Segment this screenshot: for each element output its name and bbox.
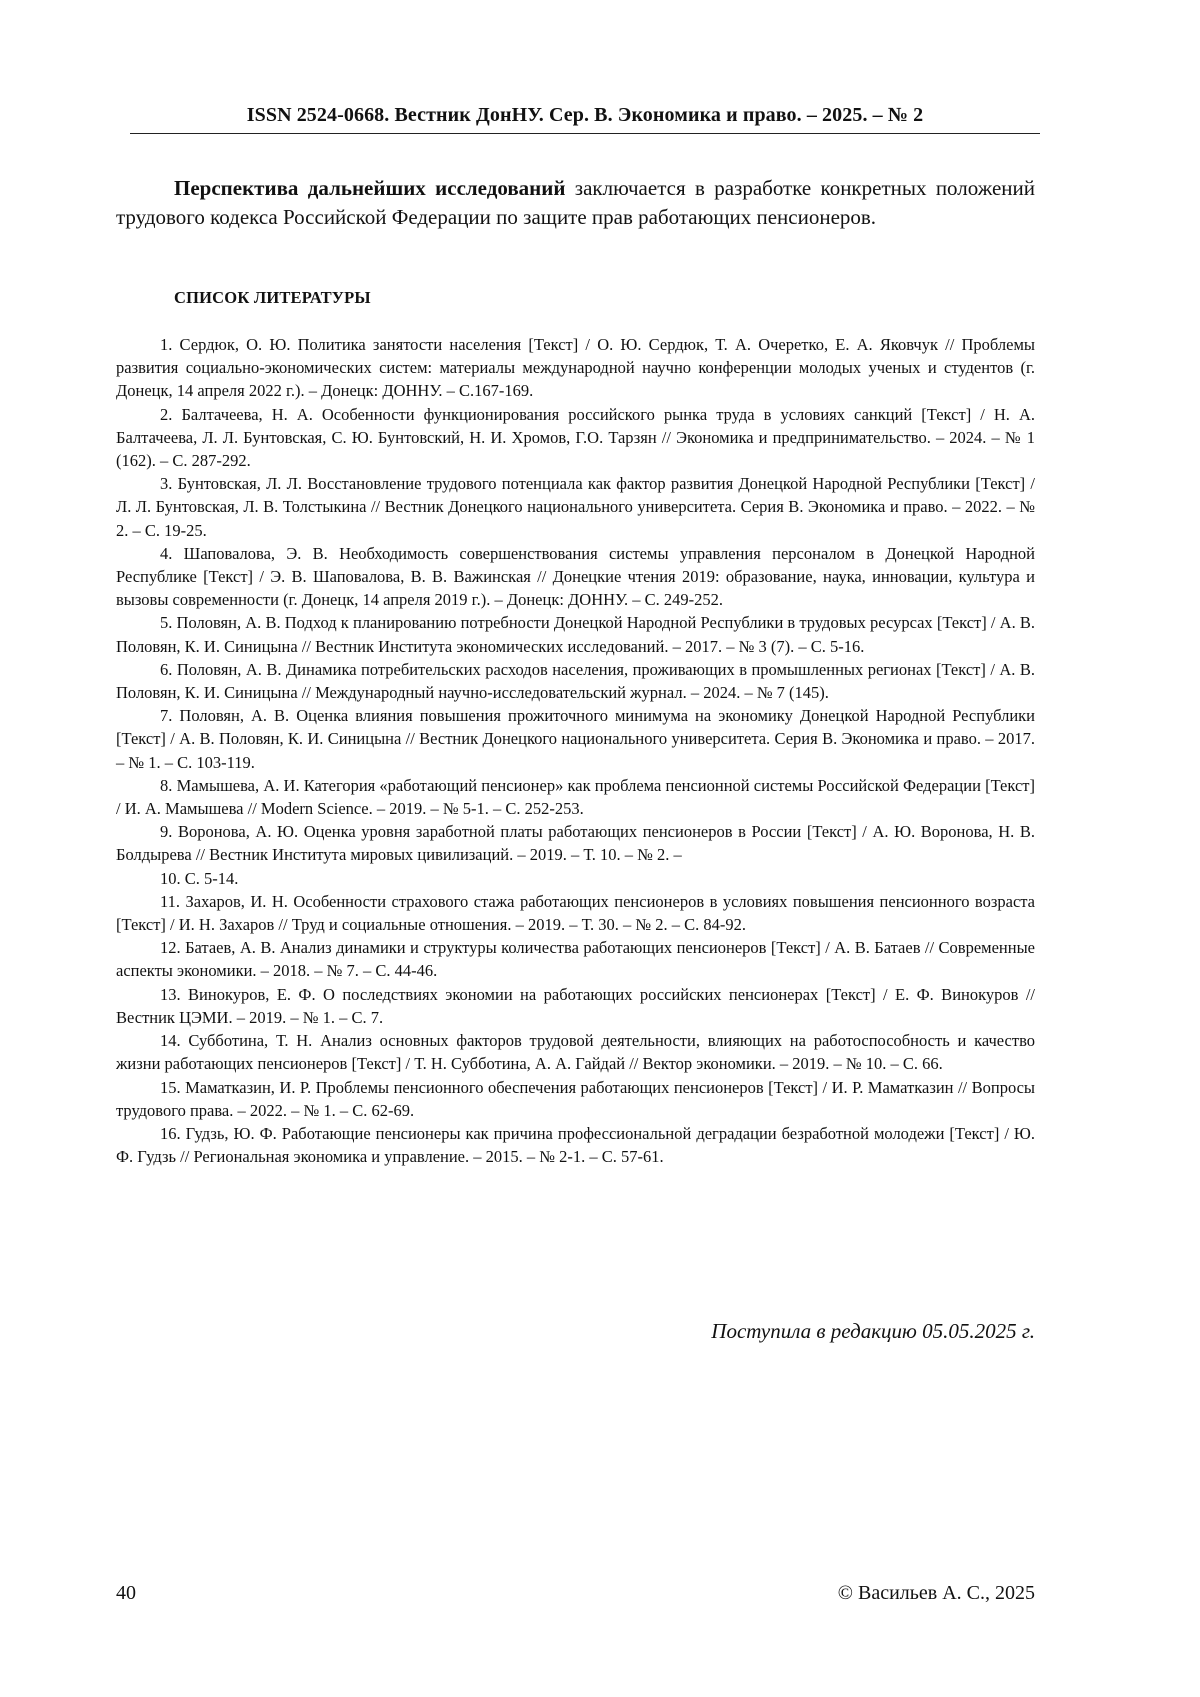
reference-number: 4. bbox=[160, 543, 173, 563]
header-rule bbox=[130, 133, 1040, 134]
reference-item bbox=[116, 704, 1035, 774]
reference-number: 2. bbox=[160, 404, 173, 424]
reference-number: 14. bbox=[160, 1031, 181, 1051]
reference-text: Воронова, А. Ю. Оценка уровня заработной платы работающих пенсионеров в России [Текст] / А. Ю. Воронова, Н. В. Болдырева // Вестник Института мировых цивилизаций. – 2019. – Т. 10. – № 2. – bbox=[116, 822, 1036, 865]
reference-item bbox=[116, 936, 1035, 982]
reference-number: 8. bbox=[160, 775, 173, 795]
reference-number: 3. bbox=[160, 474, 173, 494]
copyright-notice: © Васильев А. С., 2025 bbox=[837, 1582, 1035, 1604]
reference-text: Маматказин, И. Р. Проблемы пенсионного обеспечения работающих пенсионеров [Текст] / И. Р. Маматказин // Вопросы трудового права. – 2022. – № 1. – С. 62-69. bbox=[116, 1077, 1036, 1120]
reference-text: Батаев, А. В. Анализ динамики и структуры количества работающих пенсионеров [Текст] / А. В. Батаев // Современные аспекты экономики. – 2018. – № 7. – С. 44-46. bbox=[116, 938, 1035, 981]
reference-number: 9. bbox=[160, 822, 173, 842]
reference-item bbox=[116, 820, 1035, 866]
reference-text: Винокуров, Е. Ф. О последствиях экономии на работающих российских пенсионерах [Текст] / Е. Ф. Винокуров // Вестник ЦЭМИ. – 2019. – № 1. – С. 7. bbox=[116, 984, 1035, 1027]
reference-item bbox=[116, 611, 1035, 657]
reference-number: 12. bbox=[160, 938, 181, 958]
reference-item bbox=[116, 983, 1035, 1029]
reference-number: 10. bbox=[160, 868, 181, 888]
reference-number: 16. bbox=[160, 1123, 181, 1143]
received-note: Поступила в редакцию 05.05.2025 г. bbox=[711, 1319, 1035, 1343]
reference-text: Сердюк, О. Ю. Политика занятости населения [Текст] / О. Ю. Сердюк, Т. А. Очеретко, Е. А. Яковчук // Проблемы развития социально-экономических систем: материалы международной научно конференции молодых ученых и студентов (г. Донецк, 14 апреля 2022 г.). – Донецк: ДОННУ. – С.167-169. bbox=[116, 335, 1035, 401]
reference-number: 11. bbox=[160, 891, 181, 911]
running-header: ISSN 2524-0668. Вестник ДонНУ. Сер. В. Экономика и право. – 2025. – № 2 bbox=[246, 104, 924, 126]
reference-text: Половян, А. В. Динамика потребительских расходов населения, проживающих в промышленных регионах [Текст] / А. В. Половян, К. И. Синицына // Международный научно-исследовательский журнал. – 2024. – № 7 (145). bbox=[116, 659, 1036, 703]
reference-number: 13. bbox=[160, 984, 181, 1004]
reference-text: Шаповалова, Э. В. Необходимость совершенствования системы управления персоналом в Донецкой Народной Республике [Текст] / Э. В. Шаповалова, В. В. Важинская // Донецкие чтения 2019: образование, наука, инновации, культура и вызовы современности (г. Донецк, 14 апреля 2019 г.). – Донецк: ДОННУ. – С. 249-252. bbox=[116, 543, 1035, 610]
reference-text: Балтачеева, Н. А. Особенности функционирования российского рынка труда в условиях санкций [Текст] / Н. А. Балтачеева, Л. Л. Бунтовская, С. Ю. Бунтовский, Н. И. Хромов, Г.О. Тарзян // Экономика и предпринимательство. – 2024. – № 1 (162). – С. 287-292. bbox=[116, 404, 1036, 471]
reference-text: Мамышева, А. И. Категория «работающий пенсионер» как проблема пенсионной системы Российской Федерации [Текст] / И. А. Мамышева // Modern Science. – 2019. – № 5-1. – С. 252-253. bbox=[116, 775, 1036, 819]
reference-item bbox=[116, 333, 1035, 403]
intro-paragraph bbox=[116, 174, 1035, 232]
reference-text: Половян, А. В. Подход к планированию потребности Донецкой Народной Республики в трудовых ресурсах [Текст] / А. В. Половян, К. И. Синицына // Вестник Института экономических исследований. – 2017. – № 3 (7). – С. 5-16. bbox=[116, 613, 1035, 656]
reference-number: 1. bbox=[160, 335, 173, 354]
intro-bold-lead: Перспектива дальнейших исследований bbox=[174, 176, 566, 200]
reference-text: Гудзь, Ю. Ф. Работающие пенсионеры как причина профессиональной деградации безработной молодежи [Текст] / Ю. Ф. Гудзь // Региональная экономика и управление. – 2015. – № 2-1. – С. 57-61. bbox=[116, 1123, 1036, 1167]
reference-item bbox=[116, 658, 1035, 704]
reference-item bbox=[116, 774, 1035, 820]
reference-number: 5. bbox=[160, 613, 173, 633]
reference-text: Бунтовская, Л. Л. Восстановление трудового потенциала как фактор развития Донецкой Народной Республики [Текст] / Л. Л. Бунтовская, Л. В. Толстыкина // Вестник Донецкого национального университета. Серия В. Экономика и право. – 2022. – № 2. – С. 19-25. bbox=[116, 474, 1035, 540]
reference-item bbox=[116, 890, 1035, 936]
references-title: СПИСОК ЛИТЕРАТУРЫ bbox=[174, 288, 371, 307]
reference-item bbox=[116, 542, 1035, 612]
references-list bbox=[116, 333, 1035, 1168]
page-number: 40 bbox=[116, 1582, 136, 1604]
reference-text: Половян, А. В. Оценка влияния повышения прожиточного минимума на экономику Донецкой Народной Республики [Текст] / А. В. Половян, К. И. Синицына // Вестник Донецкого национального университета. Серия В. Экономика и право. – 2017. – № 1. – С. 103-119. bbox=[116, 706, 1035, 772]
reference-text: Захаров, И. Н. Особенности страхового стажа работающих пенсионеров в условиях повышения пенсионного возраста [Текст] / И. Н. Захаров // Труд и социальные отношения. – 2019. – Т. 30. – № 2. – С. 84-92. bbox=[116, 891, 1036, 935]
reference-item bbox=[116, 1029, 1035, 1075]
reference-item bbox=[116, 867, 1035, 890]
reference-number: 15. bbox=[160, 1077, 181, 1097]
reference-number: 7. bbox=[160, 706, 173, 726]
reference-item bbox=[116, 403, 1035, 473]
reference-item bbox=[116, 1122, 1035, 1168]
reference-item bbox=[116, 1076, 1035, 1122]
reference-item bbox=[116, 472, 1035, 542]
reference-text: С. 5-14. bbox=[184, 868, 239, 888]
reference-text: Субботина, Т. Н. Анализ основных факторов трудовой деятельности, влияющих на работоспособность и качество жизни работающих пенсионеров [Текст] / Т. Н. Субботина, А. А. Гайдай // Вектор экономики. – 2019. – № 10. – С. 66. bbox=[116, 1031, 1036, 1074]
intro-text: заключается в разработке конкретных положений трудового кодекса Российской Федерации по защите прав работающих пенсионеров. bbox=[116, 176, 1036, 229]
reference-number: 6. bbox=[160, 659, 173, 679]
